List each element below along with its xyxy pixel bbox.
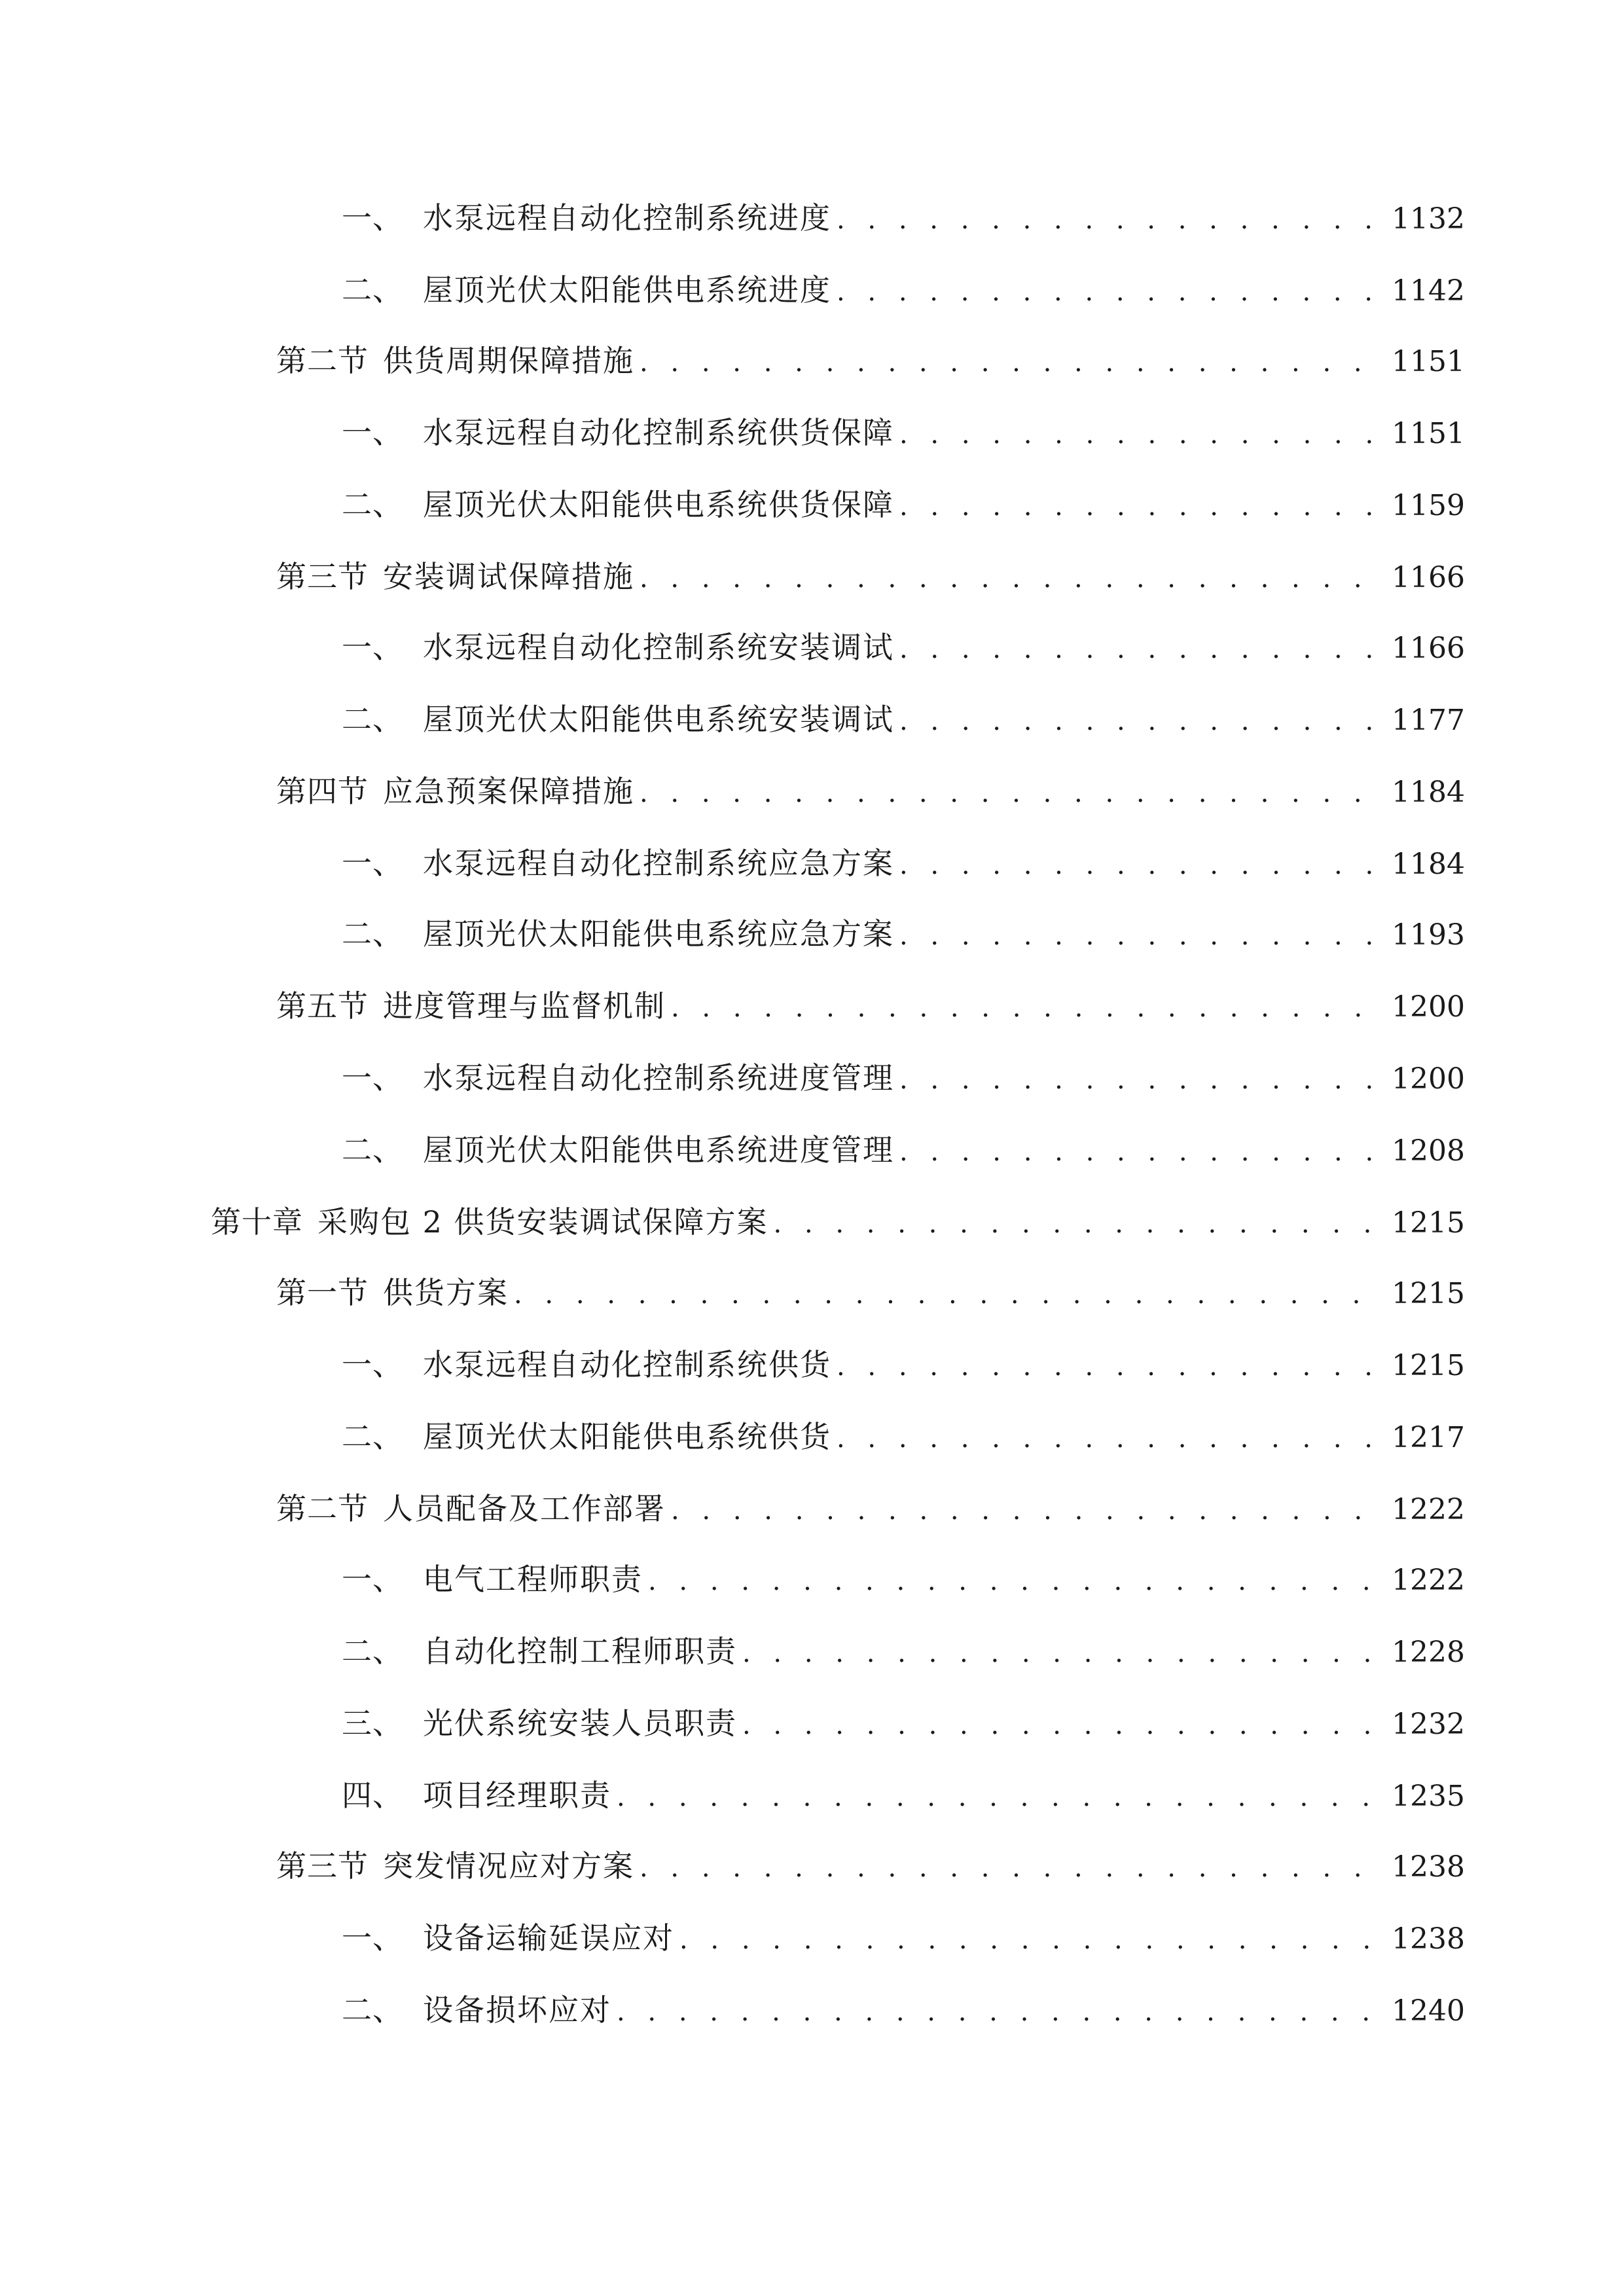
toc-entry-number: 第一节 xyxy=(276,1275,369,1310)
toc-entry-title: 采购包 2 供货安装调试保障方案 xyxy=(317,1204,768,1240)
toc-entry-title: 屋顶光伏太阳能供电系统供货 xyxy=(423,1419,831,1454)
toc-entry-page-number: 1215 xyxy=(1392,1277,1465,1310)
toc-dot-leader xyxy=(899,1057,1382,1103)
toc-entry-page-number: 1184 xyxy=(1392,848,1465,881)
toc-entry-page-number: 1159 xyxy=(1392,489,1465,522)
toc-entry-title: 突发情况应对方案 xyxy=(383,1848,634,1884)
toc-dot-leader xyxy=(899,1129,1382,1175)
toc-entry-page-number: 1238 xyxy=(1392,1850,1465,1884)
toc-entry-page-number: 1215 xyxy=(1392,1206,1465,1240)
toc-entry[interactable] xyxy=(342,840,1465,886)
toc-entry[interactable] xyxy=(342,410,1465,456)
toc-entry-page-number: 1166 xyxy=(1392,632,1465,665)
toc-entry[interactable] xyxy=(342,1556,1465,1602)
toc-entry-number: 第十章 xyxy=(211,1204,303,1240)
toc-dot-leader xyxy=(899,913,1382,959)
toc-entry[interactable] xyxy=(276,554,1465,600)
toc-entry-title: 电气工程师职责 xyxy=(423,1562,643,1597)
toc-entry[interactable] xyxy=(342,696,1465,742)
toc-entry-page-number: 1222 xyxy=(1392,1564,1465,1597)
toc-entry-page-number: 1151 xyxy=(1392,345,1465,378)
toc-entry-title: 安装调试保障措施 xyxy=(383,559,634,594)
toc-entry[interactable] xyxy=(211,1199,1465,1245)
toc-entry-number: 二、 xyxy=(342,1992,403,2028)
toc-entry-title: 人员配备及工作部署 xyxy=(383,1491,666,1526)
toc-dot-leader xyxy=(640,340,1382,386)
toc-entry-title: 设备运输延误应对 xyxy=(423,1920,674,1956)
toc-entry-page-number: 1193 xyxy=(1392,918,1465,952)
toc-entry-title: 水泵远程自动化控制系统应急方案 xyxy=(423,846,894,881)
toc-entry-number: 一、 xyxy=(342,630,403,665)
toc-entry[interactable] xyxy=(342,1915,1465,1961)
toc-entry-title: 自动化控制工程师职责 xyxy=(423,1634,737,1669)
toc-entry-number: 一、 xyxy=(342,1920,403,1956)
toc-dot-leader xyxy=(617,1774,1382,1820)
toc-dot-leader xyxy=(837,1344,1382,1390)
toc-entry-page-number: 1132 xyxy=(1392,202,1465,236)
toc-entry-number: 一、 xyxy=(342,1347,403,1382)
toc-dot-leader xyxy=(742,1702,1382,1748)
toc-entry-page-number: 1238 xyxy=(1392,1922,1465,1956)
toc-entry-page-number: 1228 xyxy=(1392,1636,1465,1669)
toc-entry[interactable] xyxy=(342,267,1465,313)
toc-dot-leader xyxy=(640,556,1382,601)
toc-entry[interactable] xyxy=(342,1987,1465,2033)
toc-entry-page-number: 1217 xyxy=(1392,1421,1465,1454)
toc-entry[interactable] xyxy=(342,1700,1465,1746)
toc-entry-page-number: 1208 xyxy=(1392,1134,1465,1168)
toc-entry-title: 屋顶光伏太阳能供电系统应急方案 xyxy=(423,916,894,952)
toc-entry-number: 一、 xyxy=(342,415,403,450)
toc-dot-leader xyxy=(617,1989,1382,2035)
toc-entry[interactable] xyxy=(342,482,1465,528)
toc-entry-number: 第五节 xyxy=(276,988,369,1024)
toc-dot-leader xyxy=(742,1630,1382,1676)
toc-entry-number: 二、 xyxy=(342,272,403,308)
toc-entry-page-number: 1166 xyxy=(1392,561,1465,594)
toc-dot-leader xyxy=(899,626,1382,672)
toc-entry-title: 水泵远程自动化控制系统供货 xyxy=(423,1347,831,1382)
toc-entry-title: 水泵远程自动化控制系统进度管理 xyxy=(423,1060,894,1096)
toc-dot-leader xyxy=(640,1845,1382,1891)
toc-dot-leader xyxy=(899,698,1382,744)
toc-entry-number: 第二节 xyxy=(276,1491,369,1526)
toc-entry-title: 屋顶光伏太阳能供电系统供货保障 xyxy=(423,487,894,522)
toc-entry-title: 屋顶光伏太阳能供电系统进度管理 xyxy=(423,1132,894,1168)
toc-entry[interactable] xyxy=(342,1772,1465,1818)
toc-entry-number: 二、 xyxy=(342,1419,403,1454)
toc-dot-leader xyxy=(899,842,1382,888)
toc-entry-title: 水泵远程自动化控制系统安装调试 xyxy=(423,630,894,665)
toc-entry-number: 二、 xyxy=(342,916,403,952)
toc-entry-page-number: 1240 xyxy=(1392,1994,1465,2028)
toc-dot-leader xyxy=(899,484,1382,529)
toc-entry[interactable] xyxy=(342,1342,1465,1388)
toc-entry-number: 二、 xyxy=(342,702,403,737)
toc-entry-number: 一、 xyxy=(342,200,403,236)
toc-entry[interactable] xyxy=(342,1414,1465,1460)
toc-entry[interactable] xyxy=(276,1843,1465,1889)
toc-dot-leader xyxy=(514,1272,1382,1318)
toc-entry-page-number: 1177 xyxy=(1392,704,1465,737)
toc-entry-page-number: 1222 xyxy=(1392,1493,1465,1526)
toc-dot-leader xyxy=(899,412,1382,457)
toc-dot-leader xyxy=(640,770,1382,816)
toc-entry-number: 第三节 xyxy=(276,1848,369,1884)
toc-entry-number: 第四节 xyxy=(276,774,369,809)
toc-entry[interactable] xyxy=(342,911,1465,957)
toc-entry-number: 一、 xyxy=(342,1060,403,1096)
toc-entry-title: 设备损坏应对 xyxy=(423,1992,611,2028)
toc-entry-number: 三、 xyxy=(342,1706,403,1741)
toc-entry[interactable] xyxy=(276,1486,1465,1532)
toc-entry-title: 水泵远程自动化控制系统进度 xyxy=(423,200,831,236)
toc-entry[interactable] xyxy=(276,338,1465,384)
toc-entry-number: 第三节 xyxy=(276,559,369,594)
toc-entry-number: 第二节 xyxy=(276,343,369,378)
toc-entry-title: 屋顶光伏太阳能供电系统进度 xyxy=(423,272,831,308)
toc-entry-title: 水泵远程自动化控制系统供货保障 xyxy=(423,415,894,450)
toc-dot-leader xyxy=(837,197,1382,243)
toc-entry[interactable] xyxy=(276,768,1465,814)
toc-entry[interactable] xyxy=(342,1127,1465,1173)
toc-entry-number: 四、 xyxy=(342,1778,403,1813)
toc-entry-title: 项目经理职责 xyxy=(423,1778,611,1813)
toc-entry-page-number: 1142 xyxy=(1392,274,1465,308)
toc-dot-leader xyxy=(679,1917,1382,1963)
toc-entry[interactable] xyxy=(276,1270,1465,1316)
toc-entry[interactable] xyxy=(342,624,1465,670)
toc-entry-number: 二、 xyxy=(342,1634,403,1669)
toc-entry-page-number: 1151 xyxy=(1392,417,1465,450)
toc-entry-title: 供货方案 xyxy=(383,1275,509,1310)
toc-entry[interactable] xyxy=(342,1055,1465,1101)
toc-entry-title: 应急预案保障措施 xyxy=(383,774,634,809)
toc-dot-leader xyxy=(671,1488,1382,1534)
toc-dot-leader xyxy=(774,1201,1383,1247)
toc-entry-page-number: 1235 xyxy=(1392,1780,1465,1813)
toc-entry-number: 二、 xyxy=(342,1132,403,1168)
toc-entry-page-number: 1200 xyxy=(1392,990,1465,1024)
toc-entry[interactable] xyxy=(342,1628,1465,1674)
toc-entry-number: 一、 xyxy=(342,846,403,881)
toc-entry-page-number: 1200 xyxy=(1392,1062,1465,1096)
toc-entry-title: 进度管理与监督机制 xyxy=(383,988,666,1024)
toc-entry-title: 屋顶光伏太阳能供电系统安装调试 xyxy=(423,702,894,737)
toc-entry-number: 二、 xyxy=(342,487,403,522)
toc-entry-page-number: 1232 xyxy=(1392,1708,1465,1741)
toc-dot-leader xyxy=(837,1416,1382,1462)
toc-entry-page-number: 1215 xyxy=(1392,1349,1465,1382)
toc-entry-title: 光伏系统安装人员职责 xyxy=(423,1706,737,1741)
toc-dot-leader xyxy=(837,269,1382,315)
toc-entry[interactable] xyxy=(342,195,1465,241)
toc-entry[interactable] xyxy=(276,983,1465,1029)
toc-dot-leader xyxy=(648,1558,1382,1604)
toc-entry-title: 供货周期保障措施 xyxy=(383,343,634,378)
toc-entry-number: 一、 xyxy=(342,1562,403,1597)
toc-entry-page-number: 1184 xyxy=(1392,776,1465,809)
toc-dot-leader xyxy=(671,985,1382,1031)
